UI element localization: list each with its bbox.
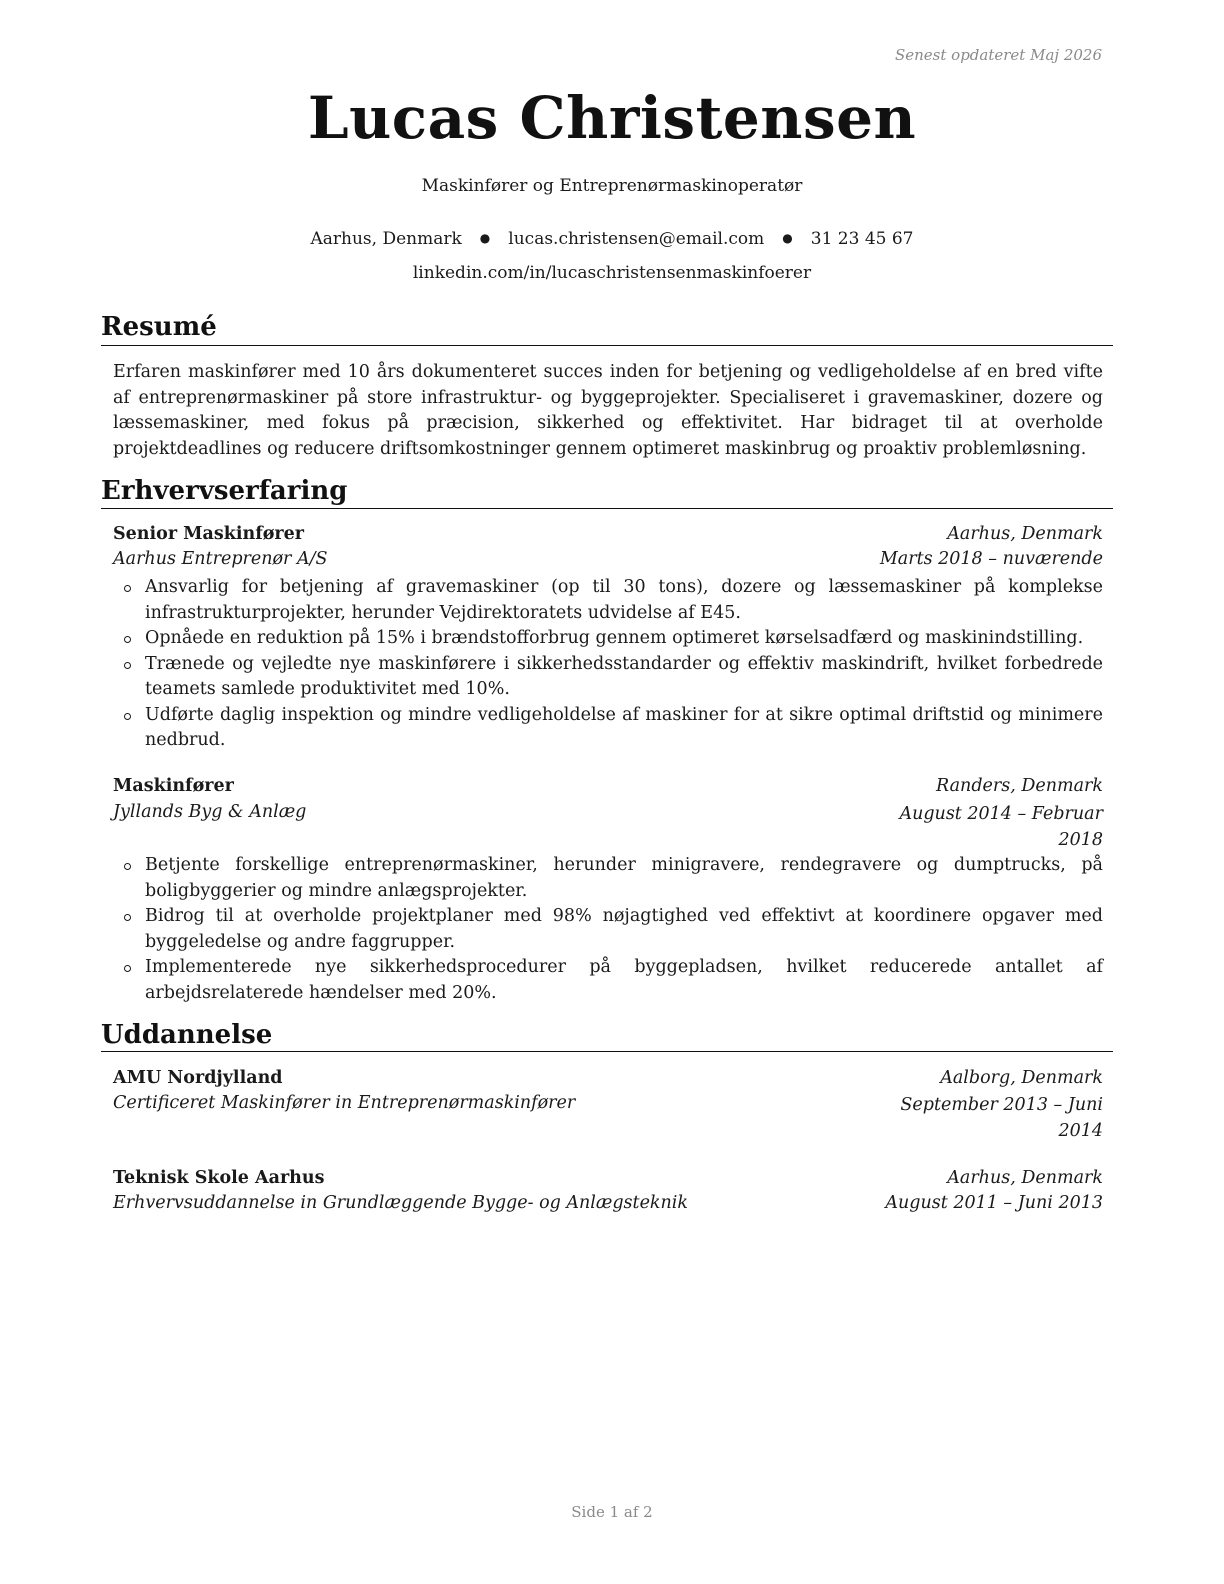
job-bullets: [113, 575, 1103, 754]
education-subheader: [113, 1193, 1103, 1219]
location: Aarhus, Denmark: [310, 229, 462, 249]
candidate-name: Lucas Christensen: [307, 84, 917, 152]
list-item: Betjente forskellige entreprenørmaskiner, herunder minigravere, rendegravere og dumptrucks, på boligbyggerier og mindre anlægsprojekter.: [113, 853, 1103, 904]
job-dates: Marts 2018 – nuværende: [879, 549, 1103, 569]
school-location: Aarhus, Denmark: [947, 1168, 1103, 1188]
job-header: [113, 776, 1103, 802]
list-item: Udførte daglig inspektion og mindre vedligeholdelse af maskiner for at sikre optimal driftstid og minimere nedbrud.: [113, 703, 1103, 754]
list-item: Bidrog til at overholde projektplaner med 98% nøjagtighed ved effektivt at koordinere opgaver med byggeledelse og andre faggrupper.: [113, 904, 1103, 955]
job-header: [113, 524, 1103, 550]
education-header: [113, 1068, 1103, 1094]
job-company: Jyllands Byg & Anlæg: [113, 802, 307, 822]
job-role: Maskinfører: [113, 776, 234, 796]
education-subheader: [113, 1093, 1103, 1141]
section-title-experience: Erhvervserfaring: [101, 476, 348, 506]
section-divider: [101, 1051, 1113, 1052]
school-name: Teknisk Skole Aarhus: [113, 1168, 325, 1188]
list-item: Implementerede nye sikkerhedsprocedurer på byggepladsen, hvilket reducerede antallet af arbejdsrelaterede hændelser med 20%.: [113, 955, 1103, 1006]
education-dates: August 2011 – Juni 2013: [885, 1193, 1103, 1213]
section-divider: [101, 345, 1113, 346]
job-dates: August 2014 – Februar 2018: [899, 804, 1103, 850]
section-title-summary: Resumé: [101, 312, 217, 342]
contact-line: [0, 229, 1224, 249]
list-item: Trænede og vejledte nye maskinførere i sikkerhedsstandarder og effektiv maskindrift, hvilket forbedrede teamets samlede produktivitet med 10%.: [113, 652, 1103, 703]
job-bullets: [113, 853, 1103, 1006]
degree: Erhvervsuddannelse in Grundlæggende Bygge- og Anlægsteknik: [113, 1193, 688, 1213]
education-dates: September 2013 – Juni 2014: [900, 1095, 1103, 1141]
school-location: Aalborg, Denmark: [940, 1068, 1103, 1088]
job-subheader: [113, 549, 1103, 575]
phone: 31 23 45 67: [810, 229, 914, 249]
school-name: AMU Nordjylland: [113, 1068, 283, 1088]
list-item: Opnåede en reduktion på 15% i brændstofforbrug gennem optimeret kørselsadfærd og maskinindstilling.: [113, 626, 1103, 652]
bullet-separator: ●: [782, 231, 793, 245]
job-location: Randers, Denmark: [936, 776, 1103, 796]
education-header: [113, 1168, 1103, 1194]
bullet-separator: ●: [479, 231, 491, 245]
job-company: Aarhus Entreprenør A/S: [113, 549, 328, 569]
degree: Certificeret Maskinfører in Entreprenørmaskinfører: [113, 1093, 576, 1113]
job-subheader: [113, 802, 1103, 850]
last-updated: Senest opdateret Maj 2026: [894, 46, 1102, 64]
page-number: Side 1 af 2: [571, 1503, 653, 1521]
section-divider: [101, 508, 1113, 509]
summary-text: Erfaren maskinfører med 10 års dokumenteret succes inden for betjening og vedligeholdelse af en bred vifte af entreprenørmaskiner på store infrastruktur- og byggeprojekter. Specialiseret i gravemaskiner, dozere og læssemaskiner, med fokus på præcision, sikkerhed og effektivitet. Har bidraget til at overholde projektdeadlines og reducere driftsomkostninger gennem optimeret maskinbrug og proaktiv problemløsning.: [113, 362, 1103, 459]
linkedin-link[interactable]: linkedin.com/in/lucaschristensenmaskinfoerer: [412, 263, 812, 283]
section-title-education: Uddannelse: [101, 1020, 273, 1050]
job-role: Senior Maskinfører: [113, 524, 304, 544]
email-link[interactable]: lucas.christensen@email.com: [508, 229, 765, 249]
job-location: Aarhus, Denmark: [947, 524, 1103, 544]
list-item: Ansvarlig for betjening af gravemaskiner (op til 30 tons), dozere og læssemaskiner på komplekse infrastrukturprojekter, herunder Vejdirektoratets udvidelse af E45.: [113, 575, 1103, 626]
job-title: Maskinfører og Entreprenørmaskinoperatør: [421, 176, 803, 196]
